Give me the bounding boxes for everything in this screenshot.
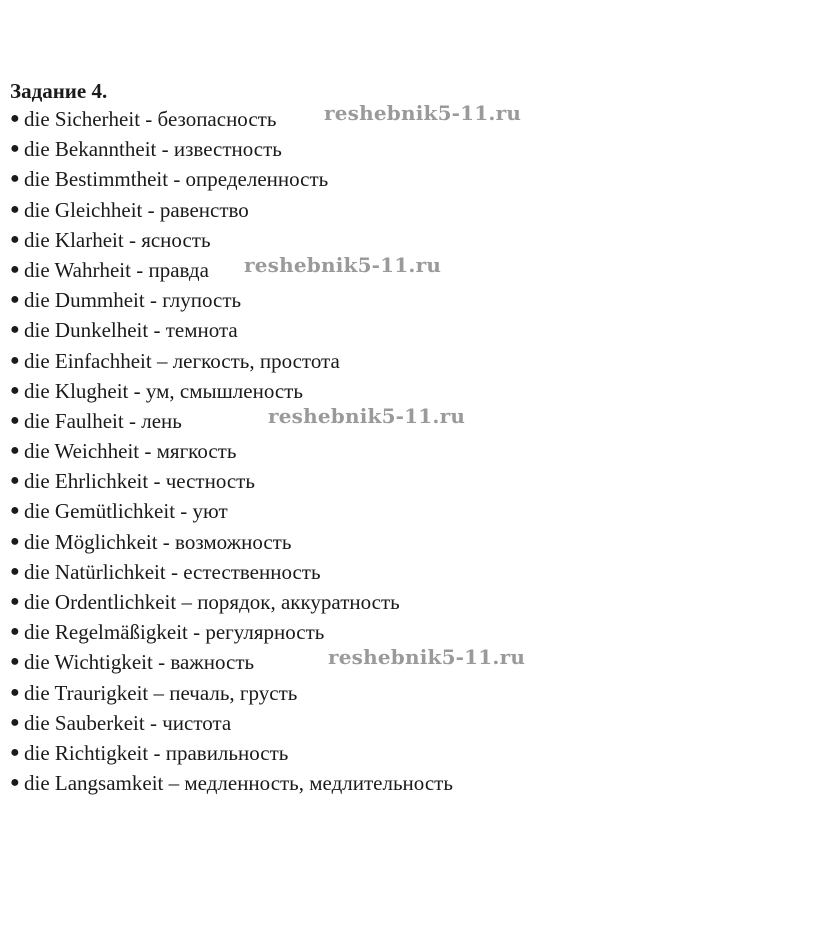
list-item-text: die Einfachheit – легкость, простота [24,348,340,373]
list-item-text: die Bestimmtheit - определенность [24,167,329,192]
bullet-icon: ● [10,442,20,460]
bullet-icon: ● [10,532,20,550]
bullet-icon: ● [10,351,20,369]
list-item [10,104,810,134]
list-item-text: die Ehrlichkeit - честность [24,469,255,494]
list-item-text: die Möglichkeit - возможность [24,529,292,554]
list-item-text: die Natürlichkeit - естественность [24,559,321,584]
list-item [10,164,810,194]
list-item [10,195,810,225]
list-item-text: die Richtigkeit - правильность [24,740,289,765]
list-item [10,527,810,557]
list-item-text: die Weichheit - мягкость [24,439,237,464]
list-item [10,134,810,164]
bullet-icon: ● [10,110,20,127]
list-item [10,346,810,376]
list-item-text: die Bekanntheit - известность [24,137,282,162]
list-item-text: die Gemütlichkeit - уют [24,499,228,524]
bullet-icon: ● [10,200,20,218]
list-item [10,255,810,285]
list-item-text: die Dummheit - глупость [24,288,242,313]
bullet-icon: ● [10,411,20,429]
watermark-text: reshebnik5-11.ru [268,404,466,428]
bullet-icon: ● [10,562,20,580]
list-item [10,738,810,768]
vocabulary-list [10,104,810,798]
bullet-icon: ● [10,774,20,792]
document [10,78,810,798]
bullet-icon: ● [10,683,20,701]
list-item [10,768,810,798]
bullet-icon: ● [10,472,20,490]
list-item-text: die Wichtigkeit - важность [24,650,255,675]
list-item [10,496,810,526]
list-item-text: die Sauberkeit - чистота [24,710,232,735]
bullet-icon: ● [10,653,20,671]
bullet-icon: ● [10,291,20,309]
list-item-text: die Gleichheit - равенство [24,197,249,222]
list-item-text: die Ordentlichkeit – порядок, аккуратность [24,590,400,614]
list-item-text: die Sicherheit - безопасность [24,107,277,131]
bullet-icon: ● [10,381,20,399]
task-heading: Задание 4. [10,79,108,103]
list-item-text: die Regelmäßigkeit - регулярность [24,620,325,645]
watermark-text: reshebnik5-11.ru [328,645,526,669]
bullet-icon: ● [10,713,20,731]
bullet-icon: ● [10,170,20,188]
list-item [10,678,810,708]
bullet-icon: ● [10,230,20,248]
bullet-icon: ● [10,502,20,520]
list-item [10,617,810,647]
list-item-text: die Klugheit - ум, смышленость [24,378,303,403]
list-item-text: die Klarheit - ясность [24,227,211,252]
bullet-icon: ● [10,593,20,610]
bullet-icon: ● [10,140,20,158]
list-item [10,708,810,738]
list-item [10,647,810,677]
list-item [10,436,810,466]
watermark-text: reshebnik5-11.ru [324,101,522,125]
bullet-icon: ● [10,623,20,641]
list-item [10,587,810,617]
list-item-text: die Langsamkeit – медленность, медлительность [24,771,453,796]
list-item [10,557,810,587]
bullet-icon: ● [10,260,20,278]
bullet-icon: ● [10,743,20,761]
list-item [10,466,810,496]
list-item-text: die Dunkelheit - темнота [24,318,238,343]
list-item-text: die Traurigkeit – печаль, грусть [24,680,298,705]
list-item [10,225,810,255]
list-item [10,315,810,345]
list-item [10,406,810,436]
list-item [10,376,810,406]
list-item-text: die Faulheit - лень [24,408,182,433]
list-item [10,285,810,315]
list-item-text: die Wahrheit - правда [24,257,209,282]
bullet-icon: ● [10,321,20,339]
watermark-text: reshebnik5-11.ru [244,253,442,277]
